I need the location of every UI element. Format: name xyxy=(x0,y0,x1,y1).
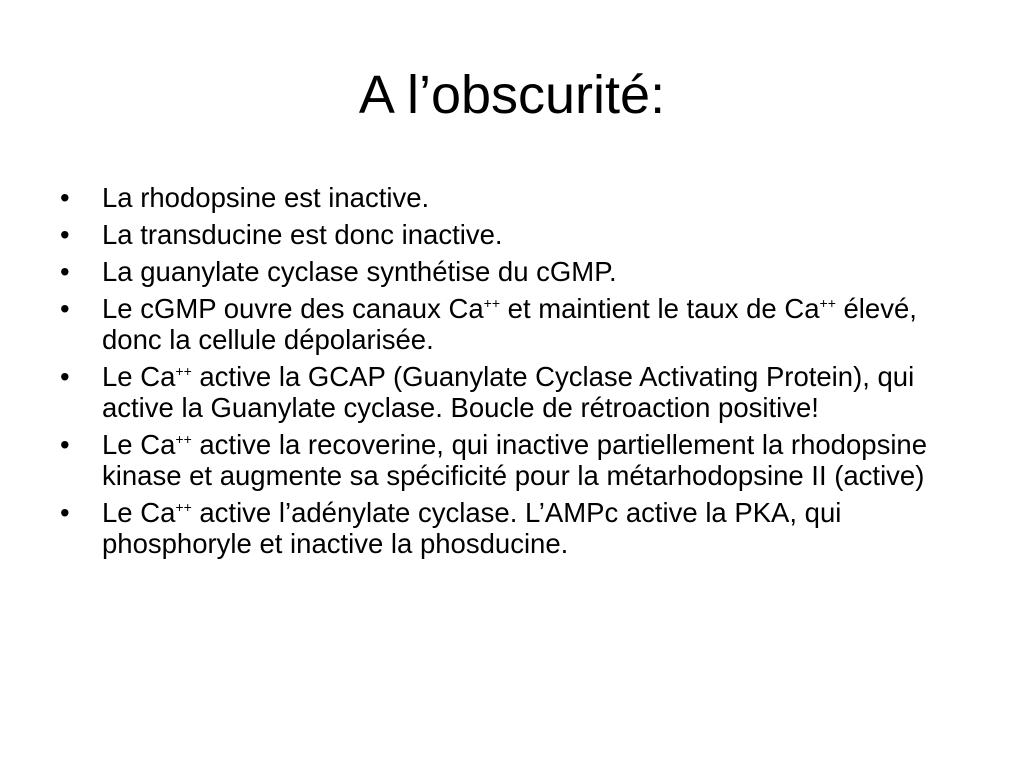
superscript: ++ xyxy=(175,431,192,447)
bullet-text: Le Ca xyxy=(102,361,176,392)
bullet-item xyxy=(60,182,980,213)
bullet-dot: • xyxy=(60,497,70,528)
slide-title: A l’obscurité: xyxy=(358,65,666,125)
bullet-dot: • xyxy=(60,429,70,460)
bullet-text: Le Ca xyxy=(102,429,176,460)
bullet-text: active la GCAP (Guanylate Cyclase Activating Protein), qui active la Guanylate cyclase. Boucle de rétroaction positive! xyxy=(102,361,915,423)
superscript: ++ xyxy=(819,295,836,311)
bullet-text: active l’adénylate cyclase. L’AMPc active la PKA, qui phosphoryle et inactive la phosducine. xyxy=(102,497,842,559)
bullet-item xyxy=(60,429,980,491)
bullet-dot: • xyxy=(60,361,70,392)
bullet-item xyxy=(60,219,980,250)
bullet-text: La guanylate cyclase synthétise du cGMP. xyxy=(102,256,617,287)
bullet-text: active la recoverine, qui inactive partiellement la rhodopsine kinase et augmente sa spécificité pour la métarhodopsine II (active) xyxy=(102,429,928,491)
superscript: ++ xyxy=(175,363,192,379)
bullet-text: La rhodopsine est inactive. xyxy=(102,182,430,213)
bullet-dot: • xyxy=(60,219,70,250)
bullet-item xyxy=(60,497,980,559)
superscript: ++ xyxy=(175,499,192,515)
bullet-text: Le Ca xyxy=(102,497,176,528)
bullet-list xyxy=(60,182,980,565)
bullet-dot: • xyxy=(60,293,70,324)
bullet-item xyxy=(60,256,980,287)
bullet-item xyxy=(60,361,980,423)
bullet-dot: • xyxy=(60,182,70,213)
bullet-text: élevé, donc la cellule dépolarisée. xyxy=(102,293,917,355)
bullet-item xyxy=(60,293,980,355)
bullet-text: Le cGMP ouvre des canaux Ca xyxy=(102,293,484,324)
superscript: ++ xyxy=(483,295,501,311)
bullet-dot: • xyxy=(60,256,70,287)
bullet-text: et maintient le taux de Ca xyxy=(500,293,820,324)
bullet-text: La transducine est donc inactive. xyxy=(102,219,503,250)
